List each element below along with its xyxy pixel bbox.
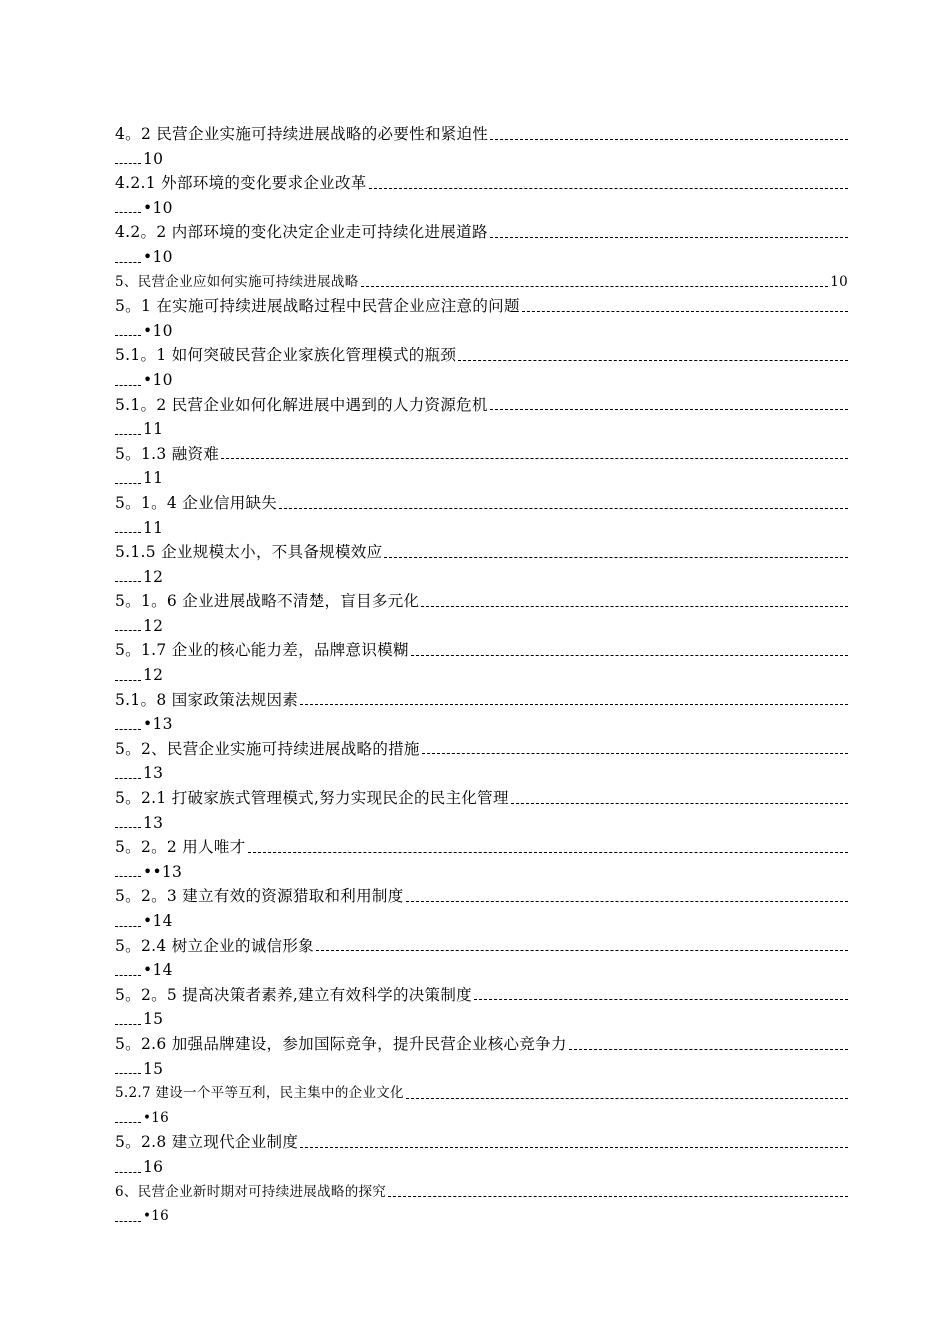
dot-leader-continuation bbox=[115, 1073, 141, 1074]
dot-leader-continuation bbox=[115, 581, 141, 582]
toc-entry-title: 4.2.1 外部环境的变化要求企业改革 bbox=[115, 174, 367, 193]
dot-leader bbox=[248, 852, 848, 853]
toc-entry[interactable] bbox=[115, 220, 848, 269]
dot-leader bbox=[569, 1049, 848, 1050]
toc-entry-title: 5。2.4 树立企业的诚信形象 bbox=[115, 936, 314, 955]
toc-entry-title: 5。1.3 融资难 bbox=[115, 444, 220, 463]
dot-leader-continuation bbox=[115, 483, 141, 484]
toc-entry[interactable] bbox=[115, 737, 848, 786]
dot-leader-continuation bbox=[115, 630, 141, 631]
dot-leader bbox=[411, 655, 848, 656]
toc-entry[interactable] bbox=[115, 122, 848, 171]
toc-entry-page-number: •16 bbox=[143, 1208, 170, 1225]
toc-entry[interactable] bbox=[115, 294, 848, 343]
toc-entry-title: 5、民营企业应如何实施可持续进展战略 bbox=[115, 273, 359, 290]
dot-leader bbox=[474, 999, 848, 1000]
dot-leader bbox=[384, 557, 848, 558]
toc-entry-page-number: •14 bbox=[143, 961, 173, 980]
dot-leader-continuation bbox=[115, 1221, 141, 1222]
toc-entry-page-number: 12 bbox=[143, 666, 164, 685]
dot-leader-continuation bbox=[115, 729, 141, 730]
toc-entry-title: 5。1 在实施可持续进展战略过程中民营企业应注意的问题 bbox=[115, 297, 520, 316]
dot-leader bbox=[490, 139, 848, 140]
toc-entry[interactable] bbox=[115, 171, 848, 220]
dot-leader bbox=[300, 1147, 848, 1148]
dot-leader bbox=[511, 803, 848, 804]
toc-entry[interactable] bbox=[115, 688, 848, 737]
dot-leader bbox=[388, 1196, 848, 1197]
dot-leader bbox=[422, 753, 848, 754]
toc-entry[interactable] bbox=[115, 1130, 848, 1179]
dot-leader-continuation bbox=[115, 262, 141, 263]
dot-leader-continuation bbox=[115, 532, 141, 533]
toc-entry-page-number: 10 bbox=[830, 273, 848, 290]
toc-entry-page-number: •13 bbox=[143, 715, 173, 734]
toc-entry-title: 5.1。2 民营企业如何化解进展中遇到的人力资源危机 bbox=[115, 395, 488, 414]
toc-entry-page-number: •10 bbox=[143, 370, 173, 389]
toc-entry-page-number: •14 bbox=[143, 912, 173, 930]
dot-leader bbox=[490, 237, 848, 238]
toc-entry-title: 5。1。6 企业进展战略不清楚，盲目多元化 bbox=[115, 592, 420, 611]
toc-entry[interactable] bbox=[115, 393, 848, 442]
toc-entry[interactable] bbox=[115, 343, 848, 392]
dot-leader bbox=[300, 704, 848, 705]
toc-entry-title: 4。2 民营企业实施可持续进展战略的必要性和紧迫性 bbox=[115, 125, 489, 143]
dot-leader-continuation bbox=[115, 335, 141, 336]
dot-leader-continuation bbox=[115, 827, 141, 828]
toc-entry-title: 5。2.8 建立现代企业制度 bbox=[115, 1133, 299, 1152]
toc-entry-page-number: 12 bbox=[143, 616, 164, 635]
toc-entry[interactable] bbox=[115, 983, 848, 1032]
toc-entry-title: 5。2.1 打破家族式管理模式,努力实现民企的民主化管理 bbox=[115, 789, 509, 808]
toc-entry[interactable] bbox=[115, 786, 848, 835]
toc-entry-title: 5.2.7 建设一个平等互利，民主集中的企业文化 bbox=[115, 1085, 404, 1102]
toc-entry-title: 5。1。4 企业信用缺失 bbox=[115, 493, 278, 512]
dot-leader bbox=[458, 360, 848, 361]
toc-entry[interactable] bbox=[115, 884, 848, 933]
toc-entry[interactable] bbox=[115, 1081, 848, 1130]
dot-leader-continuation bbox=[115, 778, 141, 779]
toc-entry[interactable] bbox=[115, 589, 848, 638]
toc-entry[interactable] bbox=[115, 835, 848, 884]
toc-entry-title: 5。1.7 企业的核心能力差，品牌意识模糊 bbox=[115, 641, 409, 660]
toc-entry[interactable] bbox=[115, 270, 848, 295]
table-of-contents bbox=[115, 122, 848, 1229]
dot-leader bbox=[490, 409, 848, 410]
toc-entry[interactable] bbox=[115, 1180, 848, 1229]
toc-entry[interactable] bbox=[115, 1032, 848, 1081]
dot-leader-continuation bbox=[115, 926, 141, 927]
toc-entry-page-number: 15 bbox=[143, 1010, 164, 1029]
dot-leader-continuation bbox=[115, 680, 141, 681]
dot-leader bbox=[369, 188, 848, 189]
toc-entry-page-number: •16 bbox=[143, 1109, 170, 1126]
toc-entry-title: 5.1。8 国家政策法规因素 bbox=[115, 690, 299, 709]
toc-entry-title: 5。2。2 用人唯才 bbox=[115, 838, 246, 857]
dot-leader-continuation bbox=[115, 163, 141, 164]
toc-entry-title: 6、民营企业新时期对可持续进展战略的探究 bbox=[115, 1183, 387, 1200]
dot-leader-continuation bbox=[115, 876, 141, 877]
dot-leader-continuation bbox=[115, 212, 141, 213]
toc-entry[interactable] bbox=[115, 934, 848, 983]
toc-entry-page-number: 11 bbox=[143, 420, 164, 439]
toc-entry-page-number: •10 bbox=[143, 198, 173, 217]
dot-leader bbox=[421, 606, 848, 607]
dot-leader-continuation bbox=[115, 385, 141, 386]
dot-leader bbox=[406, 1098, 848, 1099]
dot-leader bbox=[361, 286, 829, 287]
dot-leader-continuation bbox=[115, 975, 141, 976]
toc-entry-page-number: 11 bbox=[143, 518, 164, 537]
toc-entry[interactable] bbox=[115, 540, 848, 589]
toc-entry-page-number: 13 bbox=[143, 764, 164, 783]
toc-entry-title: 4.2。2 内部环境的变化决定企业走可持续化进展道路 bbox=[115, 223, 488, 242]
dot-leader bbox=[221, 458, 848, 459]
toc-entry[interactable] bbox=[115, 442, 848, 491]
dot-leader bbox=[522, 311, 848, 312]
toc-entry-title: 5。2.6 加强品牌建设，参加国际竞争，提升民营企业核心竞争力 bbox=[115, 1034, 567, 1053]
toc-entry-page-number: 15 bbox=[143, 1059, 164, 1078]
toc-entry-page-number: 11 bbox=[143, 469, 164, 488]
dot-leader-continuation bbox=[115, 1024, 141, 1025]
dot-leader bbox=[316, 950, 848, 951]
toc-entry[interactable] bbox=[115, 638, 848, 687]
dot-leader-continuation bbox=[115, 1122, 141, 1123]
toc-entry-page-number: •10 bbox=[143, 247, 173, 266]
toc-entry-title: 5。2。3 建立有效的资源猎取和利用制度 bbox=[115, 887, 404, 906]
dot-leader-continuation bbox=[115, 1172, 141, 1173]
dot-leader-continuation bbox=[115, 434, 141, 435]
toc-entry-page-number: •10 bbox=[143, 321, 173, 340]
toc-entry-title: 5.1.5 企业规模太小，不具备规模效应 bbox=[115, 543, 383, 562]
toc-entry-page-number: 10 bbox=[143, 149, 164, 168]
dot-leader bbox=[279, 508, 848, 509]
toc-entry-title: 5.1。1 如何突破民营企业家族化管理模式的瓶颈 bbox=[115, 346, 457, 365]
toc-entry-page-number: 16 bbox=[143, 1157, 164, 1176]
toc-entry-page-number: 12 bbox=[143, 567, 164, 586]
dot-leader bbox=[406, 901, 848, 902]
toc-entry-page-number: 13 bbox=[143, 813, 164, 832]
toc-entry[interactable] bbox=[115, 491, 848, 540]
toc-entry-title: 5。2。5 提高决策者素养,建立有效科学的决策制度 bbox=[115, 985, 472, 1004]
toc-entry-title: 5。2、民营企业实施可持续进展战略的措施 bbox=[115, 739, 420, 758]
toc-entry-page-number: ••13 bbox=[143, 862, 183, 881]
